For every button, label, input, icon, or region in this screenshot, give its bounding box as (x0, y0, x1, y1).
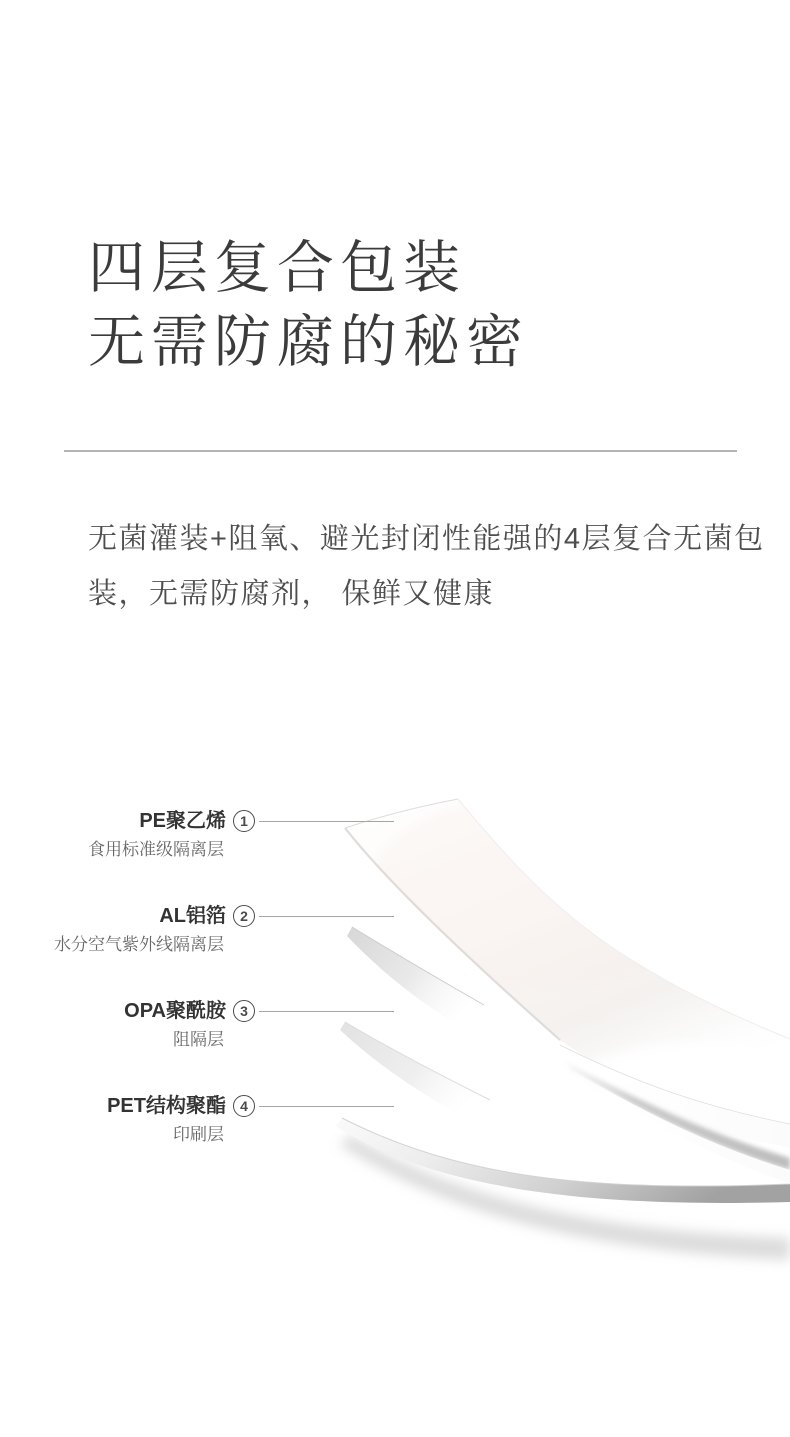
leader-line-1 (259, 821, 394, 822)
divider-line (64, 450, 737, 452)
circled-number-2-icon: 2 (233, 905, 255, 927)
section-title-line1: 四层复合包装 (88, 236, 466, 300)
circled-number-4-icon: 4 (233, 1095, 255, 1117)
layer-name: PET结构聚酯 (107, 1095, 226, 1117)
section-title-line2: 无需防腐的秘密 (88, 310, 529, 374)
layer-desc: 印刷层 (173, 1125, 224, 1144)
layer-desc: 水分空气紫外线隔离层 (54, 935, 224, 954)
layer-desc: 食用标准级隔离层 (88, 840, 224, 859)
section-title (88, 231, 529, 379)
leader-line-2 (259, 916, 394, 917)
intro-paragraph (88, 512, 765, 622)
packaging-layers-illustration (230, 760, 790, 1280)
sheet-1-warm-tint (370, 795, 710, 985)
layer-name: PE聚乙烯 (139, 810, 226, 832)
layer-title-row (54, 903, 255, 929)
circled-number-3-icon: 3 (233, 1000, 255, 1022)
circled-number-1-icon: 1 (233, 810, 255, 832)
layer-name: OPA聚酰胺 (124, 1000, 226, 1022)
leader-line-4 (259, 1106, 394, 1107)
intro-line1: 无菌灌装+阻氧、避光封闭性能强的4层复合无菌包 (88, 523, 765, 555)
intro-line2: 装，无需防腐剂， 保鲜又健康 (88, 578, 495, 610)
layer-name: AL铝箔 (159, 905, 226, 927)
layer-label-al (54, 903, 255, 957)
layer-desc: 阻隔层 (173, 1030, 224, 1049)
sheet-3 (340, 1022, 490, 1124)
leader-line-3 (259, 1011, 394, 1012)
